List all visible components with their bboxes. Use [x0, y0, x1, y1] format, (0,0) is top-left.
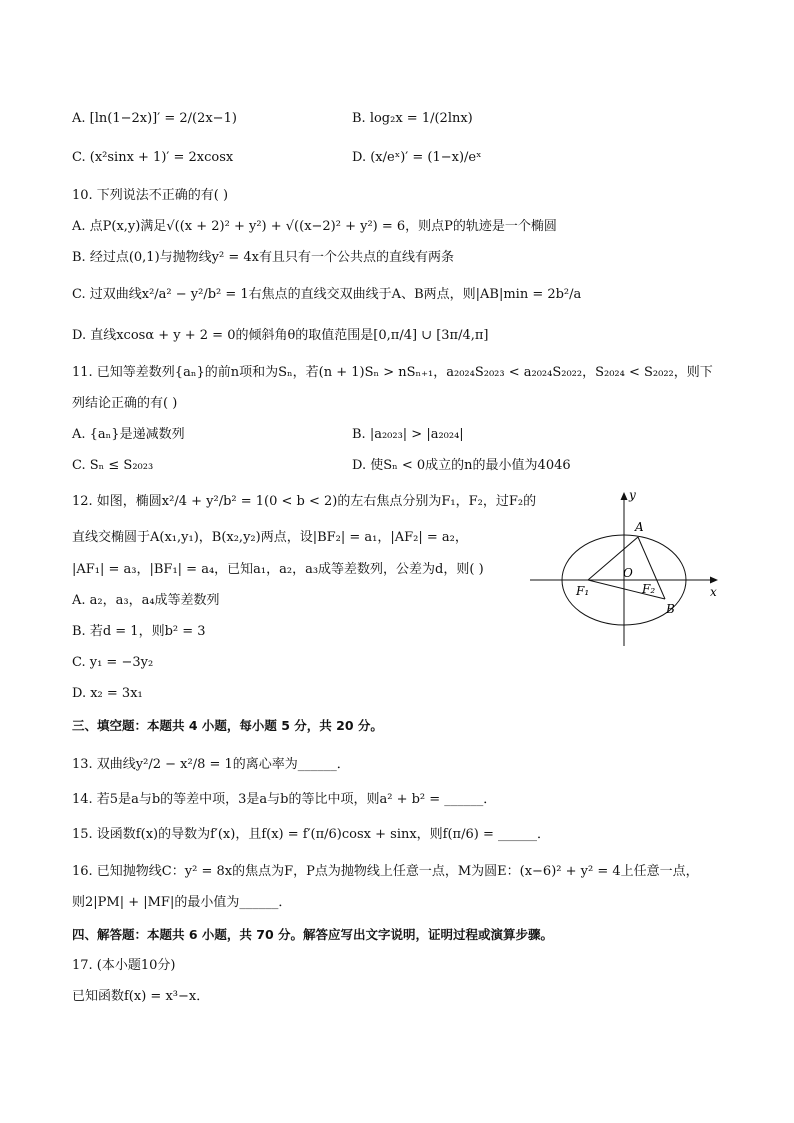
q10-option-a: A. 点P(x,y)满足√((x + 2)² + y²) + √((x−2)² + y²) = 6，则点P的轨迹是一个椭圆: [72, 219, 557, 234]
q11-option-a: A. {aₙ}是递减数列: [72, 427, 185, 442]
section-4-heading: 四、解答题：本题共 6 小题，共 70 分。解答应写出文字说明，证明过程或演算步骤。: [72, 927, 554, 942]
origin-label: O: [623, 566, 633, 580]
q12-stem-3: |AF₁| = a₃，|BF₁| = a₄，已知a₁，a₂，a₃成等差数列，公差为d，则( ): [72, 562, 484, 577]
focus-f1-label: F₁: [576, 584, 590, 598]
q14: 14. 若5是a与b的等差中项，3是a与b的等比中项，则a² + b² = ______．: [72, 792, 497, 807]
focus-f2-label: F₂: [642, 582, 656, 596]
point-b-label: B: [666, 602, 675, 616]
q9-option-d: D. (x/eˣ)′ = (1−x)/eˣ: [352, 150, 482, 165]
q12-stem-2: 直线交椭圆于A(x₁,y₁)，B(x₂,y₂)两点，设|BF₂| = a₁，|AF₂| = a₂，: [72, 530, 468, 545]
q9-option-a: A. [ln(1−2x)]′ = 2/(2x−1): [72, 111, 237, 126]
q12-option-b: B. 若d = 1，则b² = 3: [72, 624, 206, 639]
q10-option-d: D. 直线xcosα + y + 2 = 0的倾斜角θ的取值范围是[0,π/4] ∪ [3π/4,π]: [72, 328, 489, 343]
q13: 13. 双曲线y²/2 − x²/8 = 1的离心率为______．: [72, 757, 350, 772]
q12-option-a: A. a₂，a₃，a₄成等差数列: [72, 593, 220, 608]
q10-option-c: C. 过双曲线x²/a² − y²/b² = 1右焦点的直线交双曲线于A、B两点，则|AB|min = 2b²/a: [72, 287, 582, 302]
q17-title: 17. (本小题10分): [72, 958, 176, 973]
y-axis-label: y: [629, 488, 636, 502]
q10-option-b: B. 经过点(0,1)与抛物线y² = 4x有且只有一个公共点的直线有两条: [72, 250, 454, 265]
q11-stem-2: 列结论正确的有( ): [72, 396, 178, 411]
q11-option-d: D. 使Sₙ < 0成立的n的最小值为4046: [352, 458, 571, 473]
q12-option-c: C. y₁ = −3y₂: [72, 655, 154, 670]
q11-stem-1: 11. 已知等差数列{aₙ}的前n项和为Sₙ，若(n + 1)Sₙ > nSₙ₊₁，a₂₀₂₄S₂₀₂₃ < a₂₀₂₄S₂₀₂₂，S₂₀₂₄ < S₂₀₂₂，则下: [72, 365, 713, 380]
q16-line-1: 16. 已知抛物线C：y² = 8x的焦点为F，P点为抛物线上任意一点，M为圆E：(x−6)² + y² = 4上任意一点，: [72, 864, 699, 879]
q17-body: 已知函数f(x) = x³−x．: [72, 989, 210, 1004]
q9-option-c: C. (x²sinx + 1)′ = 2xcosx: [72, 150, 234, 165]
ellipse-figure: [528, 486, 728, 648]
q11-option-b: B. |a₂₀₂₃| > |a₂₀₂₄|: [352, 427, 464, 442]
point-a-label: A: [635, 520, 644, 534]
q16-line-2: 则2|PM| + |MF|的最小值为______．: [72, 895, 292, 910]
q11-option-c: C. Sₙ ≤ S₂₀₂₃: [72, 458, 154, 473]
q9-option-b: B. log₂x = 1/(2lnx): [352, 111, 473, 126]
q12-stem-1: 12. 如图，椭圆x²/4 + y²/b² = 1(0 < b < 2)的左右焦点分别为F₁，F₂，过F₂的: [72, 494, 537, 509]
q10-stem: 10. 下列说法不正确的有( ): [72, 188, 229, 203]
x-axis-arrow-icon: [710, 577, 718, 584]
x-axis-label: x: [710, 585, 717, 599]
q15: 15. 设函数f(x)的导数为f′(x)，且f(x) = f′(π/6)cosx + sinx，则f(π/6) = ______．: [72, 827, 550, 842]
section-3-heading: 三、填空题：本题共 4 小题，每小题 5 分，共 20 分。: [72, 718, 383, 733]
y-axis-arrow-icon: [621, 492, 628, 500]
q12-option-d: D. x₂ = 3x₁: [72, 686, 143, 701]
